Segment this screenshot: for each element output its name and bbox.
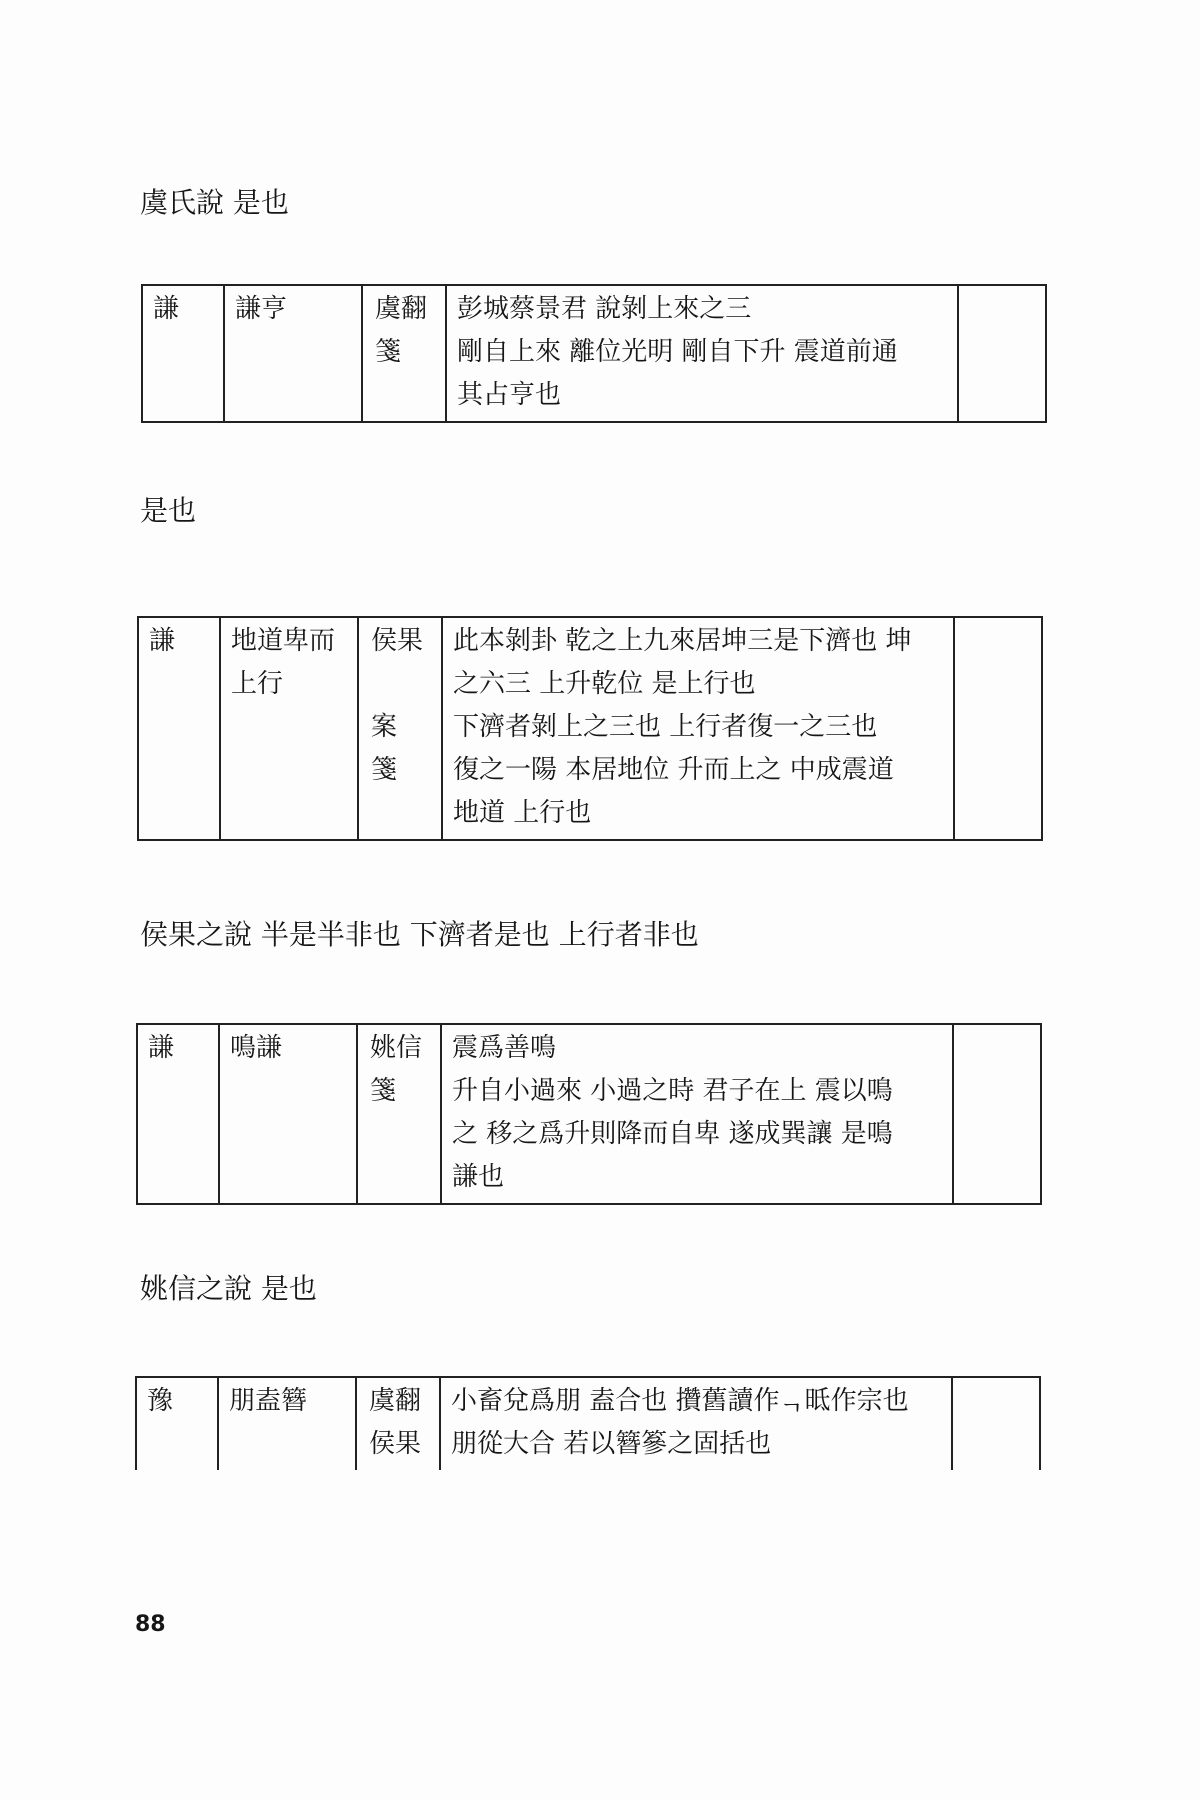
paragraph-1: 虞氏說 是也 [140, 186, 289, 219]
commentary-cell [442, 617, 954, 840]
entry-table-1 [141, 284, 1047, 423]
phrase-cell: 朋盍簪 [218, 1377, 356, 1470]
source-line: 姚信 [370, 1033, 423, 1063]
entry-table-3 [136, 1023, 1042, 1205]
commentary-cell [440, 1377, 952, 1470]
note-cell [958, 285, 1046, 422]
commentary-line: 彭城蔡景君 說剝上來之三 [457, 294, 752, 324]
phrase-cell [220, 617, 358, 840]
source-line: 案 [371, 712, 398, 742]
commentary-line: 升自小過來 小過之時 君子在上 震以鳴 [452, 1076, 893, 1106]
entry-table-4 [135, 1376, 1041, 1470]
source-cell [362, 285, 446, 422]
commentary-line: 剛自上來 離位光明 剛自下升 震道前通 [457, 337, 898, 367]
commentary-line: 之六三 上升乾位 是上行也 [453, 669, 756, 699]
phrase-line: 地道卑而 [231, 626, 336, 656]
commentary-line: 下濟者剝上之三也 上行者復一之三也 [453, 712, 878, 742]
source-line: 侯果 [371, 626, 424, 656]
phrase-line: 上行 [231, 669, 284, 699]
commentary-line: 小畜兌爲朋 盍合也 攢舊讀作ᆨ㫝作宗也 [451, 1386, 909, 1416]
paragraph-2: 是也 [140, 494, 197, 527]
hexagram-cell: 豫 [136, 1377, 218, 1470]
phrase-cell: 謙亨 [224, 285, 362, 422]
source-line [371, 663, 433, 706]
table-row [138, 617, 1042, 840]
note-cell [952, 1377, 1040, 1470]
table-row [137, 1024, 1041, 1204]
paragraph-3: 侯果之說 半是半非也 下濟者是也 上行者非也 [140, 918, 699, 951]
commentary-line: 震爲善鳴 [452, 1033, 557, 1063]
phrase-cell: 鳴謙 [219, 1024, 357, 1204]
commentary-line: 之 移之爲升則降而自卑 遂成巽讓 是鳴 [452, 1119, 893, 1149]
source-line: 箋 [375, 337, 402, 367]
source-cell [358, 617, 442, 840]
commentary-line: 此本剝卦 乾之上九來居坤三是下濟也 坤 [453, 626, 912, 656]
commentary-line: 復之一陽 本居地位 升而上之 中成震道 [453, 755, 894, 785]
page-number: 88 [135, 1612, 166, 1637]
source-line: 侯果 [369, 1429, 422, 1459]
commentary-line: 其占亨也 [457, 380, 562, 410]
table-row [136, 1377, 1040, 1470]
source-line: 虞翻 [375, 294, 428, 324]
commentary-line: 地道 上行也 [453, 798, 592, 828]
commentary-line: 謙也 [452, 1162, 505, 1192]
paragraph-4: 姚信之說 是也 [140, 1272, 317, 1305]
hexagram-cell: 謙 [142, 285, 224, 422]
commentary-line: 朋從大合 若以簪篸之固括也 [451, 1429, 772, 1459]
source-line: 箋 [371, 755, 398, 785]
hexagram-cell: 謙 [137, 1024, 219, 1204]
source-cell [356, 1377, 440, 1470]
commentary-cell [446, 285, 958, 422]
entry-table-2 [137, 616, 1043, 841]
source-line: 箋 [370, 1076, 397, 1106]
note-cell [953, 1024, 1041, 1204]
note-cell [954, 617, 1042, 840]
source-cell [357, 1024, 441, 1204]
source-line: 虞翻 [369, 1386, 422, 1416]
table-row [142, 285, 1046, 422]
hexagram-cell: 謙 [138, 617, 220, 840]
commentary-cell [441, 1024, 953, 1204]
